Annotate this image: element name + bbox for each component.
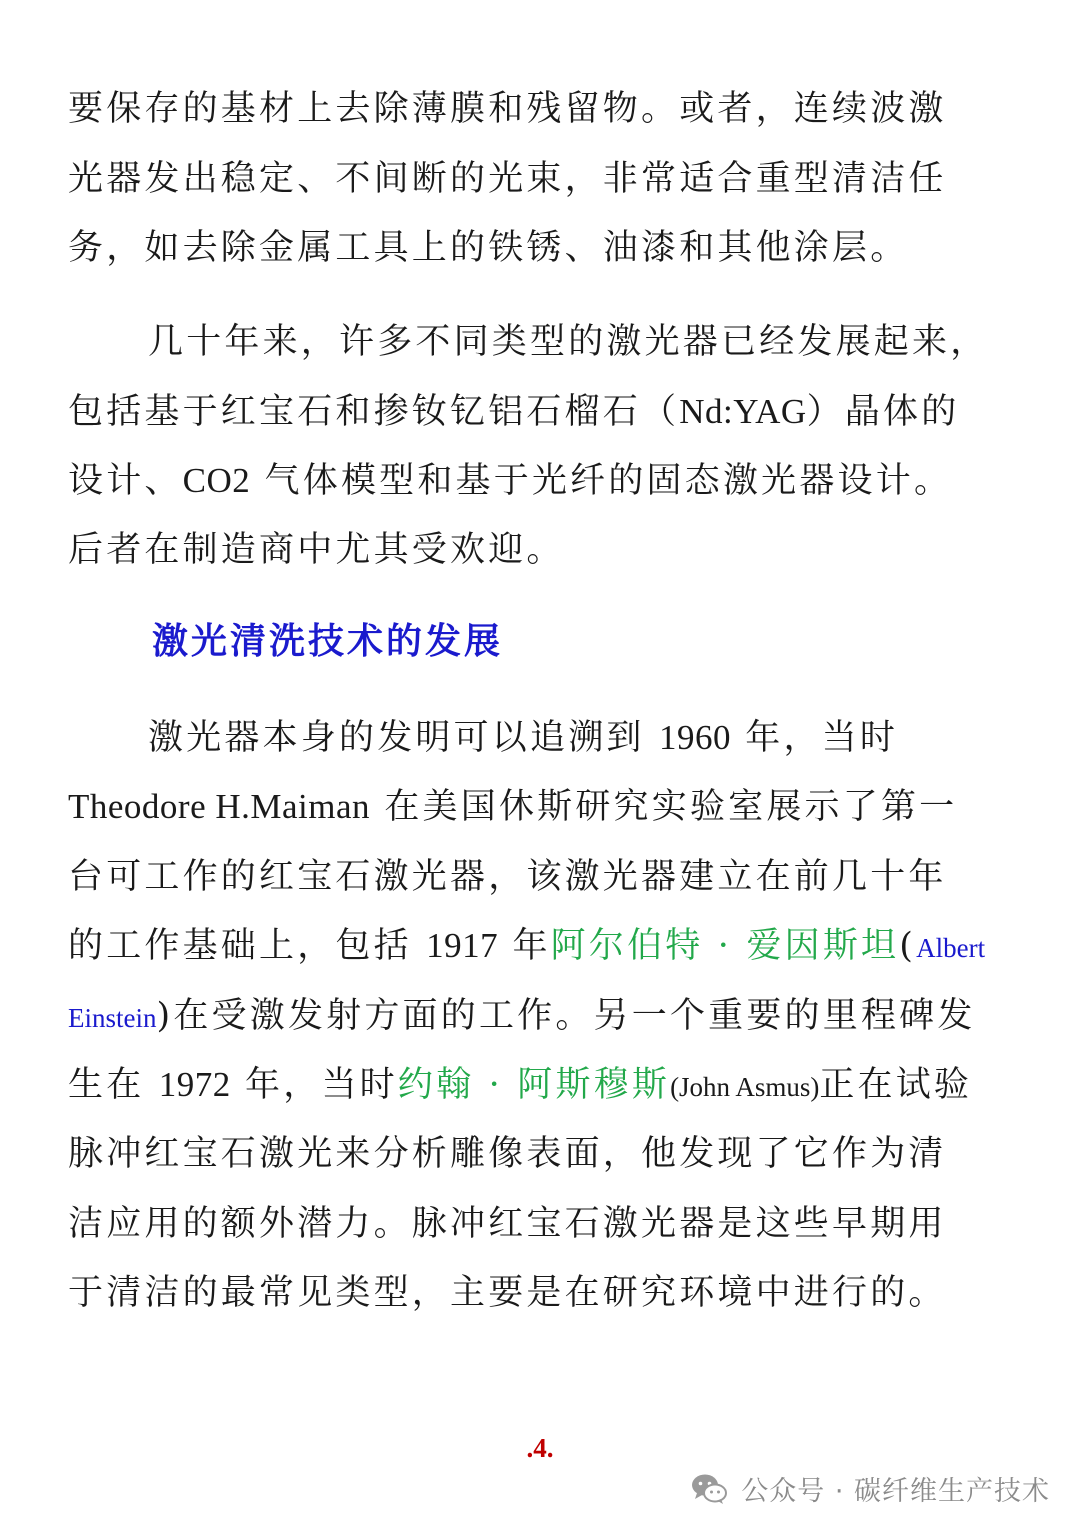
body-text-line: 激光器本身的发明可以追溯到 1960 年，当时 <box>148 718 899 758</box>
body-text-line: 台可工作的红宝石激光器，该激光器建立在前几十年 <box>68 857 947 897</box>
body-text-line: 设计、CO2 气体模型和基于光纤的固态激光器设计。 <box>68 461 953 501</box>
body-text-line: 几十年来，许多不同类型的激光器已经发展起来， <box>148 322 989 362</box>
body-text-line: 光器发出稳定、不间断的光束，非常适合重型清洁任 <box>68 159 947 199</box>
watermark-text: 公众号 · 碳纤维生产技术 <box>741 1475 1050 1507</box>
einstein-link[interactable]: 阿尔伯特 · 爱因斯坦 <box>550 926 900 966</box>
body-text-line: 生在 1972 年，当时约翰 · 阿斯穆斯(John Asmus)正在试验 <box>68 1065 973 1105</box>
body-text-line: 脉冲红宝石激光来分析雕像表面，他发现了它作为清 <box>68 1134 947 1174</box>
body-text-line: 要保存的基材上去除薄膜和残留物。或者，连续波激 <box>68 89 947 129</box>
body-text-line: Theodore H.Maiman 在美国休斯研究实验室展示了第一 <box>68 787 958 827</box>
body-text-line: 的工作基础上，包括 1917 年阿尔伯特 · 爱因斯坦(Albert <box>68 926 986 966</box>
wechat-icon <box>689 1468 729 1508</box>
body-text-line: 包括基于红宝石和掺钕钇铝石榴石（Nd:YAG）晶体的 <box>68 392 960 432</box>
body-text-line: 后者在制造商中尤其受欢迎。 <box>68 530 565 570</box>
page-number: .4. <box>526 1433 554 1463</box>
einstein-english-link[interactable]: Einstein <box>68 1003 157 1033</box>
section-heading: 激光清洗技术的发展 <box>152 620 504 662</box>
body-text-line: 洁应用的额外潜力。脉冲红宝石激光器是这些早期用 <box>68 1204 947 1244</box>
einstein-english-link[interactable]: Albert <box>916 933 986 963</box>
watermark <box>689 1466 1050 1510</box>
body-text-line: Einstein)在受激发射方面的工作。另一个重要的里程碑发 <box>68 996 976 1036</box>
asmus-link[interactable]: 约翰 · 阿斯穆斯 <box>397 1065 671 1105</box>
body-text-line: 于清洁的最常见类型，主要是在研究环境中进行的。 <box>68 1273 947 1313</box>
body-text-line: 务，如去除金属工具上的铁锈、油漆和其他涂层。 <box>68 228 909 268</box>
asmus-english-name: (John Asmus) <box>670 1072 820 1102</box>
